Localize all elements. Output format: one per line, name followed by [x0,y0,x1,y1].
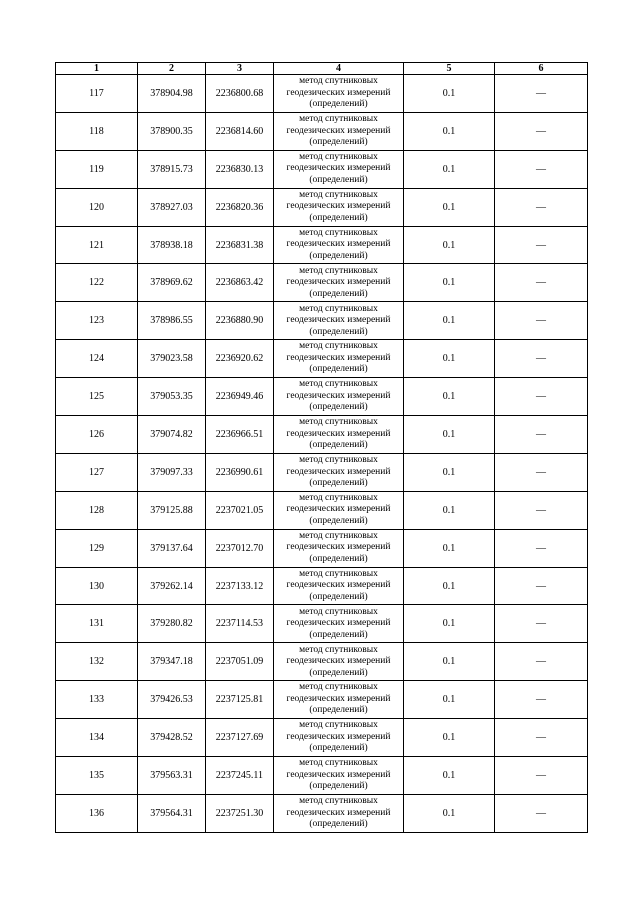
x-coordinate-cell: 379262.14 [138,567,206,605]
precision-cell: 0.1 [404,264,495,302]
table-row [56,529,588,567]
method-cell [274,112,404,150]
precision-cell: 0.1 [404,757,495,795]
x-coordinate-cell: 379280.82 [138,605,206,643]
y-coordinate-cell: 2236800.68 [206,75,274,113]
method-line: (определений) [309,705,368,716]
method-cell [274,264,404,302]
table-row [56,681,588,719]
method-line: метод спутниковых [299,796,378,807]
precision-cell: 0.1 [404,150,495,188]
header-col-4: 4 [274,63,404,75]
note-cell: — [495,75,588,113]
method-line: метод спутниковых [299,455,378,466]
method-line: геодезических измерений [286,87,391,98]
method-line: геодезических измерений [286,390,391,401]
note-cell: — [495,643,588,681]
note-cell: — [495,453,588,491]
x-coordinate-cell: 379428.52 [138,719,206,757]
method-line: (определений) [309,515,368,526]
method-line: метод спутниковых [299,379,378,390]
table-row [56,378,588,416]
table-body [56,75,588,833]
table-row [56,719,588,757]
y-coordinate-cell: 2237125.81 [206,681,274,719]
table-row [56,567,588,605]
method-line: метод спутниковых [299,227,378,238]
method-line: геодезических измерений [286,769,391,780]
x-coordinate-cell: 379023.58 [138,340,206,378]
method-line: метод спутниковых [299,644,378,655]
note-cell: — [495,264,588,302]
x-coordinate-cell: 378915.73 [138,150,206,188]
point-number-cell: 127 [56,453,138,491]
note-cell: — [495,719,588,757]
method-line: метод спутниковых [299,265,378,276]
note-cell: — [495,491,588,529]
method-line: геодезических измерений [286,201,391,212]
precision-cell: 0.1 [404,719,495,757]
note-cell: — [495,757,588,795]
method-cell [274,340,404,378]
note-cell: — [495,226,588,264]
method-line: геодезических измерений [286,163,391,174]
x-coordinate-cell: 379563.31 [138,757,206,795]
method-line: (определений) [309,364,368,375]
x-coordinate-cell: 379426.53 [138,681,206,719]
table-row [56,757,588,795]
note-cell: — [495,112,588,150]
method-line: (определений) [309,440,368,451]
method-line: (определений) [309,478,368,489]
y-coordinate-cell: 2236920.62 [206,340,274,378]
table-row [56,643,588,681]
method-line: метод спутниковых [299,720,378,731]
header-col-2: 2 [138,63,206,75]
method-line: метод спутниковых [299,341,378,352]
precision-cell: 0.1 [404,340,495,378]
x-coordinate-cell: 379053.35 [138,378,206,416]
method-line: геодезических измерений [286,125,391,136]
method-line: геодезических измерений [286,352,391,363]
method-line: метод спутниковых [299,682,378,693]
note-cell: — [495,188,588,226]
table-row [56,453,588,491]
point-number-cell: 117 [56,75,138,113]
point-number-cell: 118 [56,112,138,150]
point-number-cell: 126 [56,416,138,454]
point-number-cell: 132 [56,643,138,681]
table-header [56,63,588,75]
point-number-cell: 125 [56,378,138,416]
table-row [56,416,588,454]
precision-cell: 0.1 [404,491,495,529]
precision-cell: 0.1 [404,681,495,719]
header-col-3: 3 [206,63,274,75]
method-line: (определений) [309,174,368,185]
point-number-cell: 131 [56,605,138,643]
point-number-cell: 135 [56,757,138,795]
x-coordinate-cell: 379097.33 [138,453,206,491]
method-cell [274,794,404,832]
method-line: геодезических измерений [286,807,391,818]
method-cell [274,719,404,757]
x-coordinate-cell: 379564.31 [138,794,206,832]
method-cell [274,681,404,719]
note-cell: — [495,340,588,378]
precision-cell: 0.1 [404,643,495,681]
method-line: метод спутниковых [299,606,378,617]
method-cell [274,188,404,226]
method-line: метод спутниковых [299,151,378,162]
method-line: метод спутниковых [299,303,378,314]
method-line: (определений) [309,819,368,830]
y-coordinate-cell: 2237127.69 [206,719,274,757]
table-row [56,605,588,643]
precision-cell: 0.1 [404,453,495,491]
x-coordinate-cell: 379125.88 [138,491,206,529]
method-line: геодезических измерений [286,693,391,704]
method-cell [274,529,404,567]
method-line: (определений) [309,667,368,678]
method-line: геодезических измерений [286,731,391,742]
method-line: геодезических измерений [286,580,391,591]
method-line: геодезических измерений [286,277,391,288]
method-line: метод спутниковых [299,114,378,125]
y-coordinate-cell: 2237012.70 [206,529,274,567]
note-cell: — [495,681,588,719]
point-number-cell: 122 [56,264,138,302]
method-cell [274,302,404,340]
method-line: метод спутниковых [299,530,378,541]
y-coordinate-cell: 2236863.42 [206,264,274,302]
x-coordinate-cell: 378900.35 [138,112,206,150]
point-number-cell: 123 [56,302,138,340]
method-line: метод спутниковых [299,568,378,579]
x-coordinate-cell: 378938.18 [138,226,206,264]
table-row [56,340,588,378]
note-cell: — [495,567,588,605]
method-cell [274,643,404,681]
point-number-cell: 121 [56,226,138,264]
point-number-cell: 133 [56,681,138,719]
point-number-cell: 134 [56,719,138,757]
table-row [56,302,588,340]
y-coordinate-cell: 2236820.36 [206,188,274,226]
method-cell [274,416,404,454]
table-row [56,794,588,832]
method-cell [274,75,404,113]
note-cell: — [495,794,588,832]
y-coordinate-cell: 2237051.09 [206,643,274,681]
y-coordinate-cell: 2236949.46 [206,378,274,416]
method-line: (определений) [309,553,368,564]
method-line: геодезических измерений [286,428,391,439]
point-number-cell: 129 [56,529,138,567]
method-line: (определений) [309,402,368,413]
precision-cell: 0.1 [404,529,495,567]
method-line: метод спутниковых [299,492,378,503]
method-line: (определений) [309,137,368,148]
table-row [56,226,588,264]
method-line: геодезических измерений [286,315,391,326]
coordinates-table [55,62,588,833]
method-cell [274,150,404,188]
note-cell: — [495,416,588,454]
method-line: (определений) [309,288,368,299]
x-coordinate-cell: 379074.82 [138,416,206,454]
method-line: геодезических измерений [286,504,391,515]
table-row [56,112,588,150]
y-coordinate-cell: 2236966.51 [206,416,274,454]
y-coordinate-cell: 2236990.61 [206,453,274,491]
precision-cell: 0.1 [404,302,495,340]
point-number-cell: 130 [56,567,138,605]
header-col-1: 1 [56,63,138,75]
method-line: геодезических измерений [286,239,391,250]
table-row [56,491,588,529]
precision-cell: 0.1 [404,416,495,454]
point-number-cell: 136 [56,794,138,832]
precision-cell: 0.1 [404,794,495,832]
note-cell: — [495,529,588,567]
precision-cell: 0.1 [404,378,495,416]
header-col-5: 5 [404,63,495,75]
precision-cell: 0.1 [404,188,495,226]
method-line: геодезических измерений [286,656,391,667]
method-line: геодезических измерений [286,618,391,629]
table-row [56,75,588,113]
x-coordinate-cell: 378986.55 [138,302,206,340]
table-row [56,264,588,302]
method-cell [274,453,404,491]
point-number-cell: 124 [56,340,138,378]
precision-cell: 0.1 [404,112,495,150]
method-line: (определений) [309,781,368,792]
y-coordinate-cell: 2236814.60 [206,112,274,150]
precision-cell: 0.1 [404,605,495,643]
y-coordinate-cell: 2236831.38 [206,226,274,264]
method-line: (определений) [309,99,368,110]
method-cell [274,226,404,264]
x-coordinate-cell: 378904.98 [138,75,206,113]
method-line: (определений) [309,326,368,337]
method-line: (определений) [309,629,368,640]
note-cell: — [495,605,588,643]
note-cell: — [495,150,588,188]
x-coordinate-cell: 378927.03 [138,188,206,226]
header-row [56,63,588,75]
x-coordinate-cell: 379347.18 [138,643,206,681]
point-number-cell: 128 [56,491,138,529]
method-cell [274,567,404,605]
method-line: (определений) [309,591,368,602]
method-line: (определений) [309,212,368,223]
method-cell [274,605,404,643]
y-coordinate-cell: 2236830.13 [206,150,274,188]
method-cell [274,378,404,416]
y-coordinate-cell: 2237021.05 [206,491,274,529]
method-cell [274,491,404,529]
precision-cell: 0.1 [404,75,495,113]
note-cell: — [495,378,588,416]
method-cell [274,757,404,795]
y-coordinate-cell: 2237133.12 [206,567,274,605]
point-number-cell: 120 [56,188,138,226]
y-coordinate-cell: 2237114.53 [206,605,274,643]
table-row [56,188,588,226]
method-line: метод спутниковых [299,758,378,769]
method-line: (определений) [309,250,368,261]
y-coordinate-cell: 2237251.30 [206,794,274,832]
table-row [56,150,588,188]
method-line: метод спутниковых [299,189,378,200]
y-coordinate-cell: 2237245.11 [206,757,274,795]
method-line: (определений) [309,743,368,754]
precision-cell: 0.1 [404,226,495,264]
note-cell: — [495,302,588,340]
y-coordinate-cell: 2236880.90 [206,302,274,340]
method-line: геодезических измерений [286,542,391,553]
point-number-cell: 119 [56,150,138,188]
method-line: метод спутниковых [299,76,378,87]
x-coordinate-cell: 378969.62 [138,264,206,302]
x-coordinate-cell: 379137.64 [138,529,206,567]
method-line: метод спутниковых [299,417,378,428]
header-col-6: 6 [495,63,588,75]
method-line: геодезических измерений [286,466,391,477]
precision-cell: 0.1 [404,567,495,605]
